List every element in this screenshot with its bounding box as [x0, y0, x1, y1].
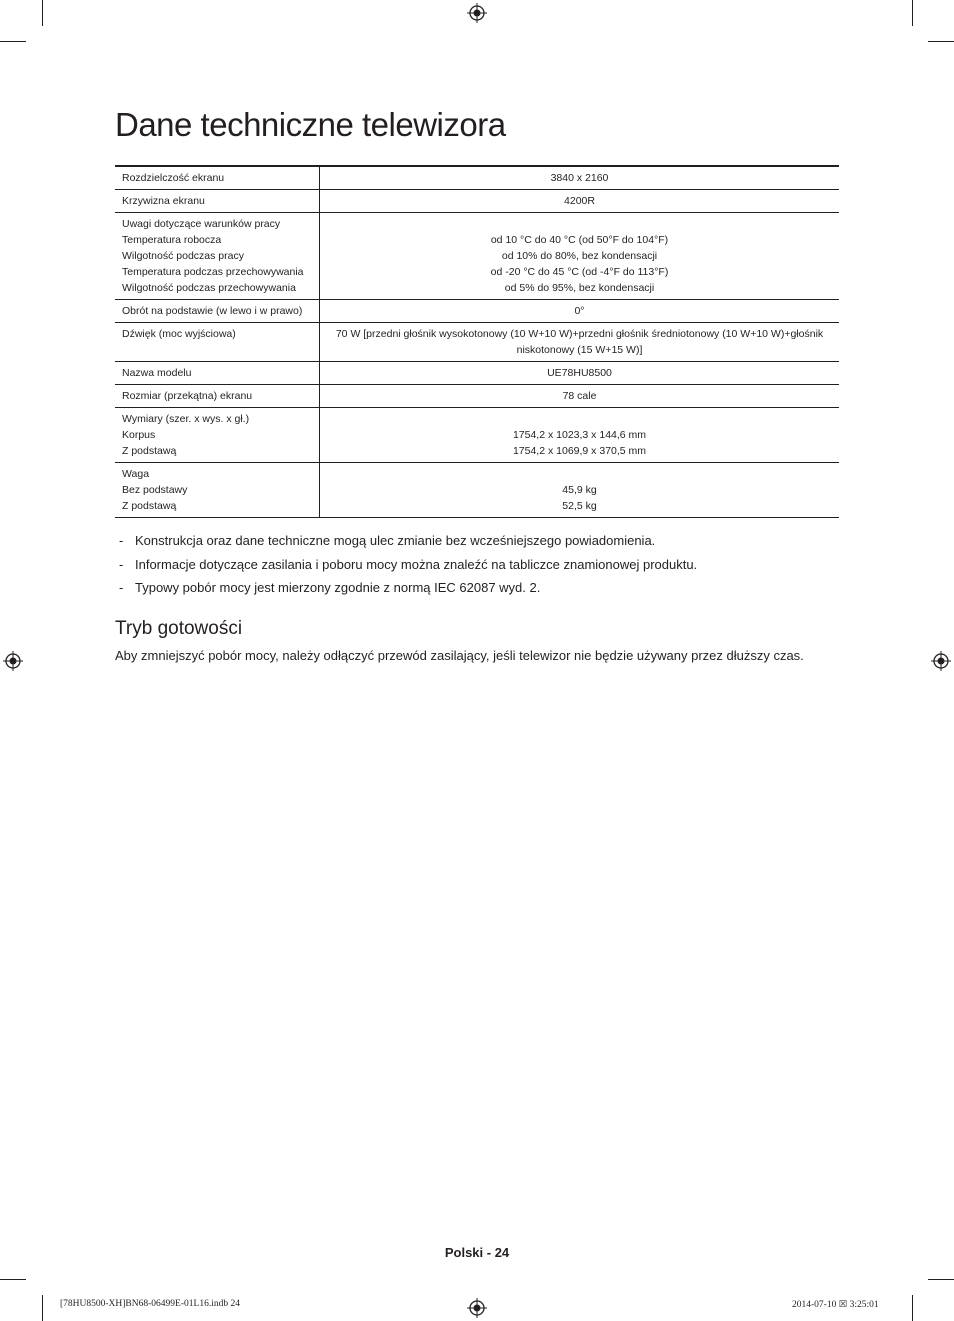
- crop-mark: [42, 1295, 43, 1321]
- spec-label: Wilgotność podczas przechowywania: [122, 282, 296, 294]
- spec-label: Nazwa modelu: [122, 367, 192, 379]
- spec-label: Rozmiar (przekątna) ekranu: [122, 390, 253, 402]
- notes-list: [115, 531, 855, 602]
- footer-file: [78HU8500-XH]BN68-06499E-01L16.indb 24: [60, 1299, 240, 1309]
- spec-label: Rozdzielczość ekranu: [122, 172, 225, 184]
- note-text: Typowy pobór mocy jest mierzony zgodnie z normą IEC 62087 wyd. 2.: [135, 580, 541, 595]
- spec-label: Z podstawą: [122, 445, 177, 457]
- spec-value: 0°: [574, 305, 585, 317]
- spec-value: UE78HU8500: [547, 367, 612, 379]
- spec-value-cell: [320, 166, 840, 190]
- spec-label: Z podstawą: [122, 500, 177, 512]
- spec-value-cell: [320, 213, 840, 300]
- table-row: [115, 300, 839, 323]
- spec-label: Korpus: [122, 429, 156, 441]
- spec-label: Wymiary (szer. x wys. x gł.): [122, 413, 250, 425]
- list-item: [115, 555, 855, 579]
- spec-label: Uwagi dotyczące warunków pracy: [122, 218, 281, 230]
- list-item: [115, 531, 855, 555]
- bullet-dash: -: [119, 556, 124, 572]
- crop-mark: [928, 1279, 954, 1280]
- spec-value: 52,5 kg: [562, 500, 597, 512]
- spec-label-cell: [115, 362, 320, 385]
- list-item: [115, 578, 855, 602]
- spec-label: Temperatura podczas przechowywania: [122, 266, 304, 278]
- spec-label: Dźwięk (moc wyjściowa): [122, 328, 236, 340]
- spec-value: 1754,2 x 1023,3 x 144,6 mm: [512, 429, 647, 441]
- spec-value: 78 cale: [562, 390, 597, 402]
- spec-value-cell: [320, 362, 840, 385]
- spec-value: 3840 x 2160: [550, 172, 609, 184]
- registration-mark-icon: [3, 651, 23, 671]
- spec-value: od 10 °C do 40 °C (od 50°F do 104°F): [490, 234, 669, 246]
- spec-value-cell: [320, 463, 840, 518]
- crop-mark: [912, 1295, 913, 1321]
- table-row: [115, 166, 839, 190]
- spec-label-cell: [115, 300, 320, 323]
- spec-value-cell: [320, 190, 840, 213]
- table-row: [115, 213, 839, 300]
- table-row: [115, 408, 839, 463]
- spec-value: 4200R: [564, 195, 595, 207]
- spec-label: Waga: [122, 468, 150, 480]
- spec-value: od -20 °C do 45 °C (od -4°F do 113°F): [490, 266, 669, 278]
- spec-label-cell: [115, 385, 320, 408]
- spec-value-cell: [320, 300, 840, 323]
- spec-label: Temperatura robocza: [122, 234, 222, 246]
- note-text: Informacje dotyczące zasilania i poboru mocy można znaleźć na tabliczce znamionowej produktu.: [135, 556, 698, 572]
- registration-mark-icon: [467, 3, 487, 23]
- crop-mark: [912, 0, 913, 26]
- crop-mark: [928, 41, 954, 42]
- table-row: [115, 190, 839, 213]
- spec-value: 45,9 kg: [562, 484, 597, 496]
- spec-label-cell: [115, 463, 320, 518]
- spec-value-cell: [320, 323, 840, 362]
- spec-value: 70 W [przedni głośnik wysokotonowy (10 W+10 W)+przedni głośnik średniotonowy (10 W+10 W)+głośnik niskotonowy (15 W+15 W)]: [335, 328, 824, 356]
- registration-mark-icon: [931, 651, 951, 671]
- spec-value: 1754,2 x 1069,9 x 370,5 mm: [512, 445, 647, 457]
- spec-value-cell: [320, 385, 840, 408]
- table-row: [115, 463, 839, 518]
- spec-label-cell: [115, 408, 320, 463]
- bullet-dash: -: [119, 580, 124, 595]
- crop-mark: [0, 1279, 26, 1280]
- table-row: [115, 323, 839, 362]
- section-text: Aby zmniejszyć pobór mocy, należy odłączyć przewód zasilający, jeśli telewizor nie będzie używany przez dłuższy czas.: [115, 648, 804, 663]
- spec-table: [115, 165, 839, 518]
- note-text: Konstrukcja oraz dane techniczne mogą ulec zmianie bez wcześniejszego powiadomienia.: [135, 533, 656, 548]
- spec-value-cell: [320, 408, 840, 463]
- bullet-dash: -: [119, 533, 124, 548]
- page-title: Dane techniczne telewizora: [115, 106, 506, 143]
- table-row: [115, 362, 839, 385]
- crop-mark: [0, 41, 26, 42]
- spec-value: od 5% do 95%, bez kondensacji: [504, 282, 655, 294]
- spec-label: Obrót na podstawie (w lewo i w prawo): [122, 305, 303, 317]
- spec-value: od 10% do 80%, bez kondensacji: [501, 250, 658, 262]
- spec-label: Wilgotność podczas pracy: [122, 250, 244, 262]
- spec-label: Bez podstawy: [122, 484, 188, 496]
- page-number: Polski - 24: [444, 1245, 510, 1260]
- spec-label-cell: [115, 190, 320, 213]
- spec-label-cell: [115, 323, 320, 362]
- spec-label: Krzywizna ekranu: [122, 195, 205, 207]
- footer-timestamp: 2014-07-10 ☒ 3:25:01: [792, 1300, 879, 1310]
- table-row: [115, 385, 839, 408]
- registration-mark-icon: [467, 1298, 487, 1318]
- crop-mark: [42, 0, 43, 26]
- spec-label-cell: [115, 213, 320, 300]
- spec-label-cell: [115, 166, 320, 190]
- section-title: Tryb gotowości: [115, 618, 243, 639]
